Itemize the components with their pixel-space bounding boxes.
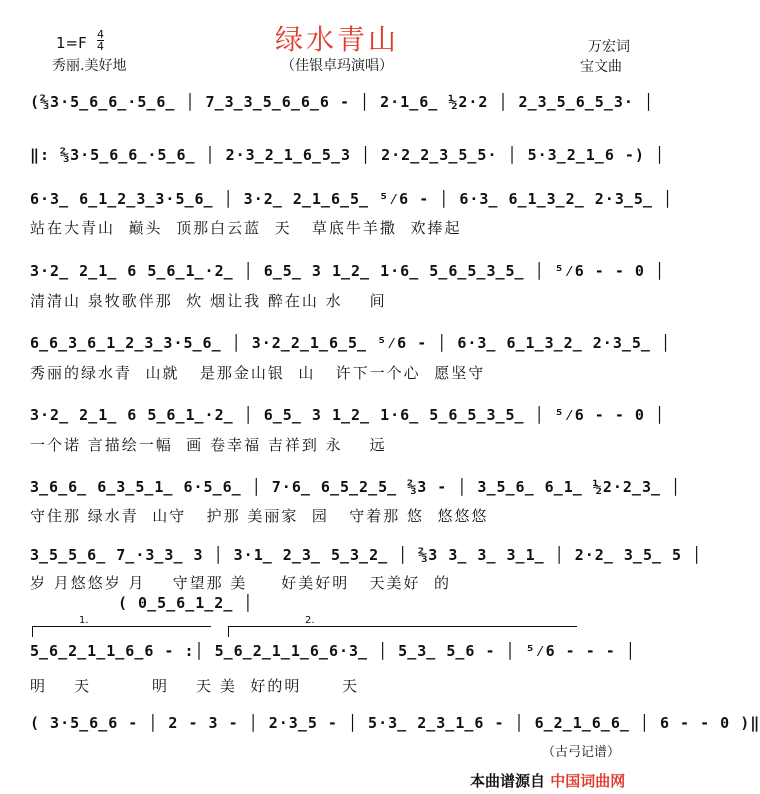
- composer-credit: 宝文曲: [580, 59, 622, 75]
- score-row-8-notes: 3̲5̲5̲6̲ 7̲·3̲3̲ 3 │ 3·1̲ 2̲3̲ 5̲3̲2̲ │ ⅔3 3̲ 3̲ 3̲1̲ │ 2·2̲ 3̲5̲ 5 │: [30, 546, 703, 564]
- score-row-8-lyrics: 岁 月悠悠岁 月 守望那 美 好美好明 天美好 的: [30, 574, 452, 592]
- page-title: 绿水青山: [274, 23, 399, 56]
- interlude-notes: ( 0̲5̲6̲1̲2̲ │: [118, 594, 254, 612]
- score-row-6-notes: 3·2̲ 2̲1̲ 6 5̲6̲1̲·2̲ │ 6̲5̲ 3 1̲2̲ 1·6̲ 5̲6̲5̲3̲5̲ │ ⁵⁄6 - - 0 │: [30, 406, 665, 424]
- source-site-link[interactable]: 中国词曲网: [550, 772, 626, 790]
- source-credit: [470, 770, 625, 791]
- source-label: 本曲谱源自: [470, 772, 546, 790]
- tempo-mood: 秀丽.美好地: [52, 58, 127, 74]
- score-row-9-lyrics: 明 天 明 天 美 好的明 天: [30, 677, 359, 695]
- score-row-4-notes: 3·2̲ 2̲1̲ 6 5̲6̲1̲·2̲ │ 6̲5̲ 3 1̲2̲ 1·6̲ 5̲6̲5̲3̲5̲ │ ⁵⁄6 - - 0 │: [30, 262, 665, 280]
- volta-2-label: 2.: [305, 615, 315, 626]
- score-row-7-lyrics: 守住那 绿水青 山守 护那 美丽家 园 守着那 悠 悠悠悠: [30, 507, 489, 525]
- score-row-6-lyrics: 一个诺 言描绘一幅 画 卷幸福 吉祥到 永 远: [30, 436, 387, 454]
- score-row-4-lyrics: 清清山 泉牧歌伴那 炊 烟让我 醉在山 水 间: [30, 292, 387, 310]
- score-row-9-notes: 5̲6̲2̲1̲1̲6̲6 - :│ 5̲6̲2̲1̲1̲6̲6·3̲ │ 5̲3̲ 5̲6 - │ ⁵⁄6 - - - │: [30, 642, 636, 660]
- key-signature: 1=F: [56, 34, 87, 52]
- score-row-5-notes: 6̲6̲3̲6̲1̲2̲3̲3·5̲6̲ │ 3·2̲2̲1̲6̲5̲ ⁵⁄6 - │ 6·3̲ 6̲1̲3̲2̲ 2·3̲5̲ │: [30, 334, 672, 352]
- volta-1-label: 1.: [79, 615, 89, 626]
- score-row-2-notes: ‖: ⅔3·5̲6̲6̲·5̲6̲ │ 2·3̲2̲1̲6̲5̲3 │ 2·2̲2̲3̲5̲5· │ 5·3̲2̲1̲6 -) │: [30, 146, 665, 164]
- performer-subtitle: （佳银卓玛演唱）: [281, 58, 393, 74]
- score-row-3-notes: 6·3̲ 6̲1̲2̲3̲3·5̲6̲ │ 3·2̲ 2̲1̲6̲5̲ ⁵⁄6 - │ 6·3̲ 6̲1̲3̲2̲ 2·3̲5̲ │: [30, 190, 674, 208]
- score-row-1-notes: (⅔3·5̲6̲6̲·5̲6̲ │ 7̲3̲3̲5̲6̲6̲6 - │ 2·1̲6̲ ½2·2 │ 2̲3̲5̲6̲5̲3· │: [30, 93, 654, 111]
- score-row-5-lyrics: 秀丽的绿水青 山就 是那金山银 山 许下一个心 愿坚守: [30, 364, 486, 382]
- score-row-10-notes: ( 3·5̲6̲6 - │ 2 - 3 - │ 2·3̲5 - │ 5·3̲ 2̲3̲1̲6 - │ 6̲2̲1̲6̲6̲ │ 6 - - 0 )‖: [30, 714, 760, 732]
- transcriber-note: （古弓记谱）: [541, 745, 620, 760]
- volta-2-bracket: [228, 615, 577, 637]
- lyricist-credit: 万宏词: [588, 39, 630, 55]
- score-row-7-notes: 3̲6̲6̲ 6̲3̲5̲1̲ 6·5̲6̲ │ 7·6̲ 6̲5̲2̲5̲ ⅔3 - │ 3̲5̲6̲ 6̲1̲ ½2·2̲3̲ │: [30, 478, 682, 496]
- time-bottom: 4: [97, 40, 104, 53]
- score-row-3-lyrics: 站在大青山 巅头 顶那白云蓝 天 草底牛羊撒 欢捧起: [30, 219, 462, 237]
- volta-1-bracket: [32, 615, 211, 637]
- time-top: 4: [97, 28, 104, 41]
